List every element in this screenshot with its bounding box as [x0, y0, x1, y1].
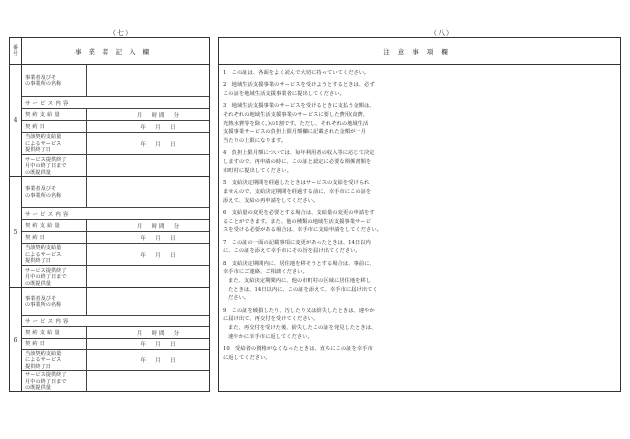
provider-entry-block-4: [10, 65, 209, 177]
notes-list: [223, 69, 443, 366]
note-item: [223, 307, 443, 342]
note-item: [223, 69, 443, 78]
number-column-header: 番 号: [10, 38, 22, 65]
note-line: 9 この証を破損したり、汚したり又は紛失したときは、速やか: [223, 307, 375, 314]
note-line: 幸手市にご連絡、ご相談ください。: [223, 269, 308, 276]
service-end-row: [22, 350, 209, 371]
contract-amount-value: 月 時間 分: [136, 223, 182, 230]
contract-amount-row: [22, 220, 209, 232]
note-line: 6 支給量の変更を必要とする場合は、支給量の変更の申請をす: [223, 209, 375, 216]
note-line: スを受ける必要がある場合は、幸手市に支給申請をしてください。: [223, 227, 382, 234]
contract-date-label: 契約日: [22, 232, 87, 243]
note-item: [223, 102, 443, 146]
contract-amount-row: [22, 327, 209, 339]
contract-amount-value: 月 時間 分: [136, 330, 182, 337]
note-line: ださい。: [228, 295, 250, 302]
entry-number: 6: [10, 288, 22, 392]
note-line: また、支給決定期間内に、他の市町村の区域に居住地を移し: [228, 277, 372, 284]
provider-entry-block-6: [10, 288, 209, 392]
note-line: 速やかに幸手市に返してください。: [228, 333, 313, 340]
right-page-number: （八）: [430, 29, 454, 37]
service-end-value: 年 月 日: [140, 252, 178, 259]
note-line: 3 地域生活支援事業のサービスを受けるときに支払う金額は、: [223, 103, 375, 110]
contract-date-label: 契約日: [22, 339, 87, 349]
provider-name-label: 事業者及びそ の事業所の名称: [22, 65, 87, 96]
service-end-label: 当該契約支給量 によるサービス 提供終了日: [22, 133, 87, 154]
entry-number: 5: [10, 177, 22, 287]
note-line: ませんので、支給決定期間を経過する前に、幸手市にこの証を: [223, 188, 372, 195]
note-item: [223, 260, 443, 304]
note-item: [223, 149, 443, 175]
provider-name-row: [22, 65, 209, 97]
note-line: に返してください。: [223, 354, 271, 361]
service-content-label: サービス内容: [25, 100, 71, 107]
service-end-row: [22, 133, 209, 155]
note-line: に届け出て、再交付を受けてください。: [223, 316, 319, 323]
service-end-row: [22, 244, 209, 266]
note-line: 10 受給者の資格がなくなったときは、直ちにこの証を幸手市: [223, 346, 373, 353]
note-line: 7 この証の一面の記載事項に変更があったときは、14日以内: [223, 239, 371, 246]
service-end-value: 年 月 日: [140, 358, 178, 364]
provider-name-label: 事業者及びそ の事業所の名称: [22, 288, 87, 315]
note-line: 当たりの上限になります。: [223, 138, 287, 145]
supplied-amount-row: [22, 155, 209, 177]
note-line: に、この証を添えて幸手市にその旨を届け出てください。: [223, 248, 361, 255]
note-line: 8 支給決定期間内に、居住地を移そうとする場合は、事前に、: [223, 260, 375, 267]
contract-date-label: 契約日: [22, 121, 87, 132]
supplied-amount-label: サービス提供終了 月中の終了日まで の既提供量: [22, 266, 87, 288]
service-content-row: [22, 208, 209, 220]
provider-entry-block-5: [10, 177, 209, 288]
contract-amount-row: [22, 109, 209, 121]
left-page-number: （七）: [109, 29, 133, 37]
note-item: [223, 239, 443, 256]
contract-date-row: [22, 232, 209, 244]
note-line: 2 地域生活支援事業のサービスを受けようとするときは、必ず: [223, 82, 375, 89]
note-item: [223, 179, 443, 205]
note-line: 5 支給決定期間を経過したときはサービスの支給を受けられ: [223, 180, 370, 187]
contract-amount-label: 契約支給量: [22, 109, 87, 120]
note-line: また、再交付を受けた後、紛失したこの証を発見したときは、: [228, 325, 377, 332]
notes-title: 注意事項欄: [219, 38, 620, 65]
service-content-row: [22, 97, 209, 109]
supplied-amount-label: サービス提供終了 月中の終了日まで の既提供量: [22, 371, 87, 392]
note-line: 4 負担上限月額については、毎年利用者の収入等に応じて決定: [223, 150, 375, 157]
service-end-value: 年 月 日: [140, 141, 178, 148]
service-end-label: 当該契約支給量 によるサービス 提供終了日: [22, 244, 87, 265]
contract-amount-label: 契約支給量: [22, 327, 87, 338]
provider-name-label: 事業者及びそ の事業所の名称: [22, 177, 87, 207]
contract-date-row: [22, 339, 209, 350]
contract-date-value: 年 月 日: [140, 342, 178, 348]
service-content-label: サービス内容: [25, 319, 71, 325]
provider-name-row: [22, 288, 209, 316]
supplied-amount-row: [22, 266, 209, 288]
provider-entry-title: 事業者記入欄: [75, 48, 156, 56]
note-line: この証を地域生活支援事業者に提出してください。: [223, 91, 345, 97]
service-end-label: 当該契約支給量 によるサービス 提供終了日: [22, 350, 87, 370]
note-line: しますので、再申請の時に、この証と認定に必要な関係書類を: [223, 159, 372, 166]
provider-entry-panel: [9, 37, 210, 392]
supplied-amount-row: [22, 371, 209, 392]
note-line: 支援事業サービスの負担上限月額欄に記載された金額が一月: [223, 129, 367, 136]
notes-panel: [218, 37, 621, 392]
provider-entry-header: [10, 38, 209, 65]
note-line: ることができます。また、他の種類の地域生活支援事業サービ: [223, 218, 371, 225]
contract-amount-value: 月 時間 分: [136, 112, 182, 119]
entry-number: 4: [10, 65, 22, 176]
contract-amount-label: 契約支給量: [22, 220, 87, 231]
note-line: たときは、14日以内に、この証を添えて、幸手市に届け出てく: [228, 286, 378, 293]
service-content-label: サービス内容: [25, 211, 71, 218]
contract-date-value: 年 月 日: [140, 235, 178, 242]
note-line: 1 この証は、各面をよく読んで大切に持っていてください。: [223, 70, 370, 76]
service-content-row: [22, 316, 209, 327]
note-line: 光熱水費等を除く。)の1割です。ただし、それぞれの地域生活: [223, 120, 369, 127]
supplied-amount-label: サービス提供終了 月中の終了日まで の既提供量: [22, 155, 87, 177]
contract-date-value: 年 月 日: [140, 124, 178, 131]
contract-date-row: [22, 121, 209, 133]
note-line: 市町村に提出してください。: [223, 167, 292, 174]
note-item: [223, 345, 443, 362]
note-line: 添えて、支給の再申請をしてください。: [223, 197, 319, 204]
note-item: [223, 81, 443, 98]
note-line: それぞれの地域生活支援事業のサービスに要した費用(食費、: [223, 112, 369, 118]
provider-name-row: [22, 177, 209, 208]
note-item: [223, 209, 443, 235]
